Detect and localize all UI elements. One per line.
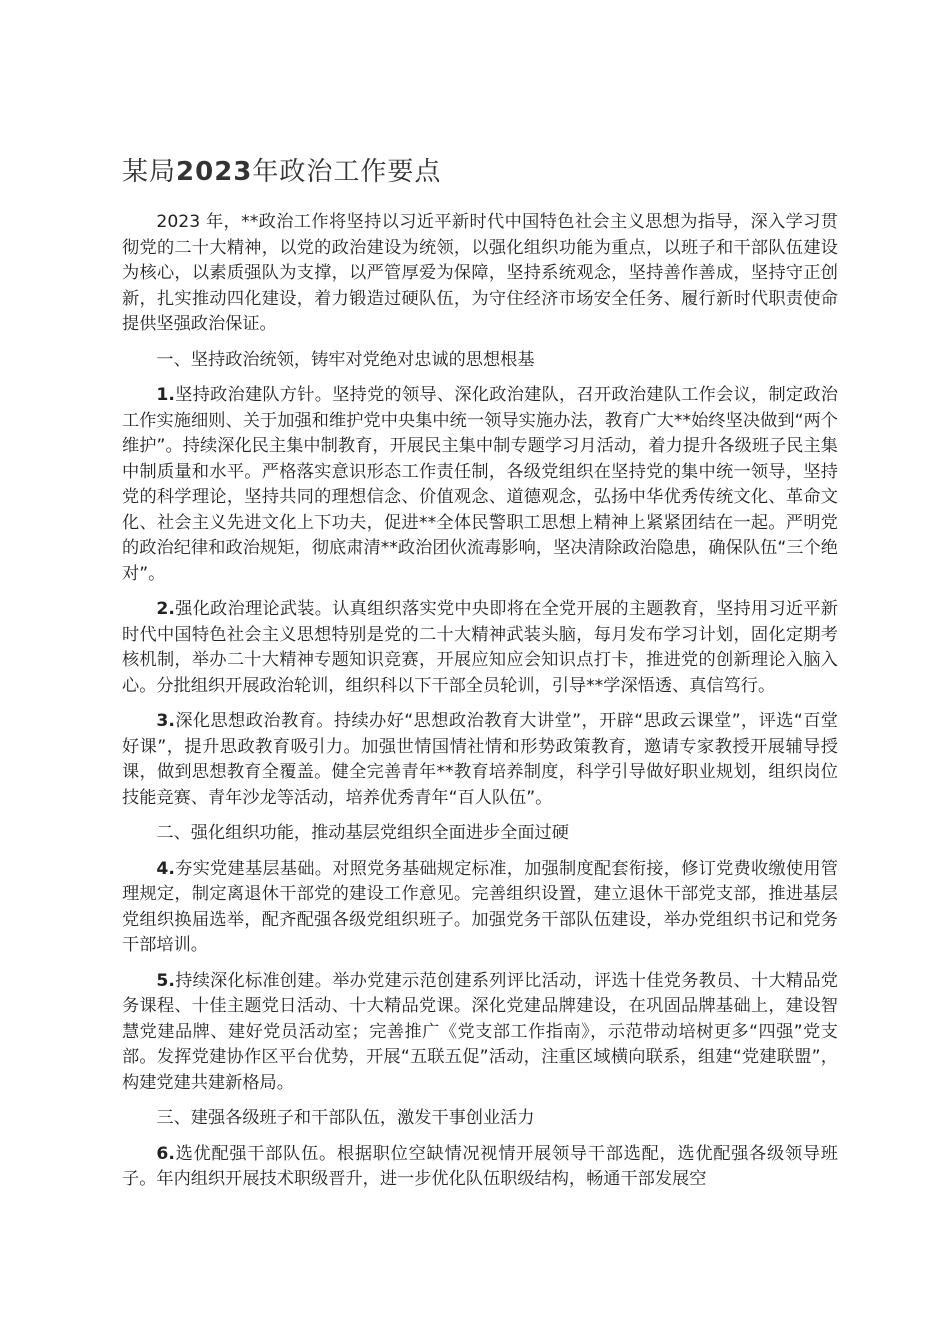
item-1-paragraph: [122, 383, 838, 587]
document-title: [122, 150, 838, 194]
item-number: 2.: [156, 599, 175, 619]
item-number: 5.: [156, 970, 175, 991]
section-1-heading: 一、坚持政治统领，铸牢对党绝对忠诚的思想根基: [156, 349, 535, 370]
item-number: 6.: [156, 1143, 175, 1164]
item-text: 坚持政治建队方针。坚持党的领导、深化政治建队，召开政治建队工作会议，制定政治工作实施细则、关于加强和维护党中央集中统一领导实施办法，教育广大**始终坚决做到“两个维护”。持续深化民主集中制教育，开展民主集中制专题学习月活动，着力提升各级班子民主集中制质量和水平。严格落实意识形态工作责任制，各级党组织在坚持党的集中统一领导，坚持党的科学理论，坚持共同的理想信念、价值观念、道德观念，弘扬中华优秀传统文化、革命文化、社会主义先进文化上下功夫，促进**全体民警职工思想上精神上紧紧团结在一起。严明党的政治纪律和政治规矩，彻底肃清**政治团伙流毒影响，坚决清除政治隐患，确保队伍“三个绝对”。: [122, 385, 838, 584]
section-2-heading: 二、强化组织功能，推动基层党组织全面进步全面过硬: [156, 823, 569, 843]
item-4-paragraph: [122, 857, 838, 959]
title-year: 2023: [176, 157, 253, 187]
item-2-paragraph: [122, 597, 838, 699]
section-3-heading: 三、建强各级班子和干部队伍，激发干事创业活力: [156, 1108, 535, 1128]
document-page: [122, 150, 838, 1203]
item-number: 3.: [156, 711, 175, 731]
item-number: 4.: [156, 858, 175, 879]
intro-paragraph: 2023 年，**政治工作将坚持以习近平新时代中国特色社会主义思想为指导，深入学习贯彻党的二十大精神，以党的政治建设为统领，以强化组织功能为重点，以班子和干部队伍建设为核心，以素质强队为支撑，以严管厚爱为保障，坚持系统观念，坚持善作善成，坚持守正创新，扎实推动四化建设，着力锻造过硬队伍，为守住经济市场安全任务、履行新时代职责使命提供坚强政治保证。: [122, 212, 838, 334]
item-3-paragraph: [122, 709, 838, 811]
item-text: 选优配强干部队伍。根据职位空缺情况视情开展领导干部选配，选优配强各级领导班子。年内组织开展技术职级晋升，进一步优化队伍职级结构，畅通干部发展空: [122, 1143, 838, 1189]
title-suffix: 年政治工作要点: [252, 157, 442, 187]
item-text: 持续深化标准创建。举办党建示范创建系列评比活动，评选十佳党务教员、十大精品党务课程、十佳主题党日活动、十大精品党课。深化党建品牌建设，在巩固品牌基础上，建设智慧党建品牌、建好党员活动室；完善推广《党支部工作指南》，示范带动培树更多“四强”党支部。发挥党建协作区平台优势，开展“五联五促”活动，注重区域横向联系，组建“党建联盟”，构建党建共建新格局。: [122, 970, 838, 1093]
item-number: 1.: [156, 385, 175, 405]
item-text: 强化政治理论武装。认真组织落实党中央即将在全党开展的主题教育，坚持用习近平新时代中国特色社会主义思想特别是党的二十大精神武装头脑，每月发布学习计划，固化定期考核机制，举办二十大精神专题知识竞赛，开展应知应会知识点打卡，推进党的创新理论入脑入心。分批组织开展政治轮训，组织科以下干部全员轮训，引导**学深悟透、真信笃行。: [122, 599, 838, 696]
item-text: 深化思想政治教育。持续办好“思想政治教育大讲堂”，开辟“思政云课堂”，评选“百堂好课”，提升思政教育吸引力。加强世情国情社情和形势政策教育，邀请专家教授开展辅导授课，做到思想教育全覆盖。健全完善青年**教育培养制度，科学引导做好职业规划，组织岗位技能竞赛、青年沙龙等活动，培养优秀青年“百人队伍”。: [122, 711, 838, 808]
item-text: 夯实党建基层基础。对照党务基础规定标准，加强制度配套衔接，修订党费收缴使用管理规定，制定离退休干部党的建设工作意见。完善组织设置，建立退休干部党支部，推进基层党组织换届选举，配齐配强各级党组织班子。加强党务干部队伍建设，举办党组织书记和党务干部培训。: [122, 858, 838, 955]
item-5-paragraph: [122, 969, 838, 1097]
item-6-paragraph: [122, 1142, 838, 1193]
title-prefix: 某局: [122, 157, 177, 187]
